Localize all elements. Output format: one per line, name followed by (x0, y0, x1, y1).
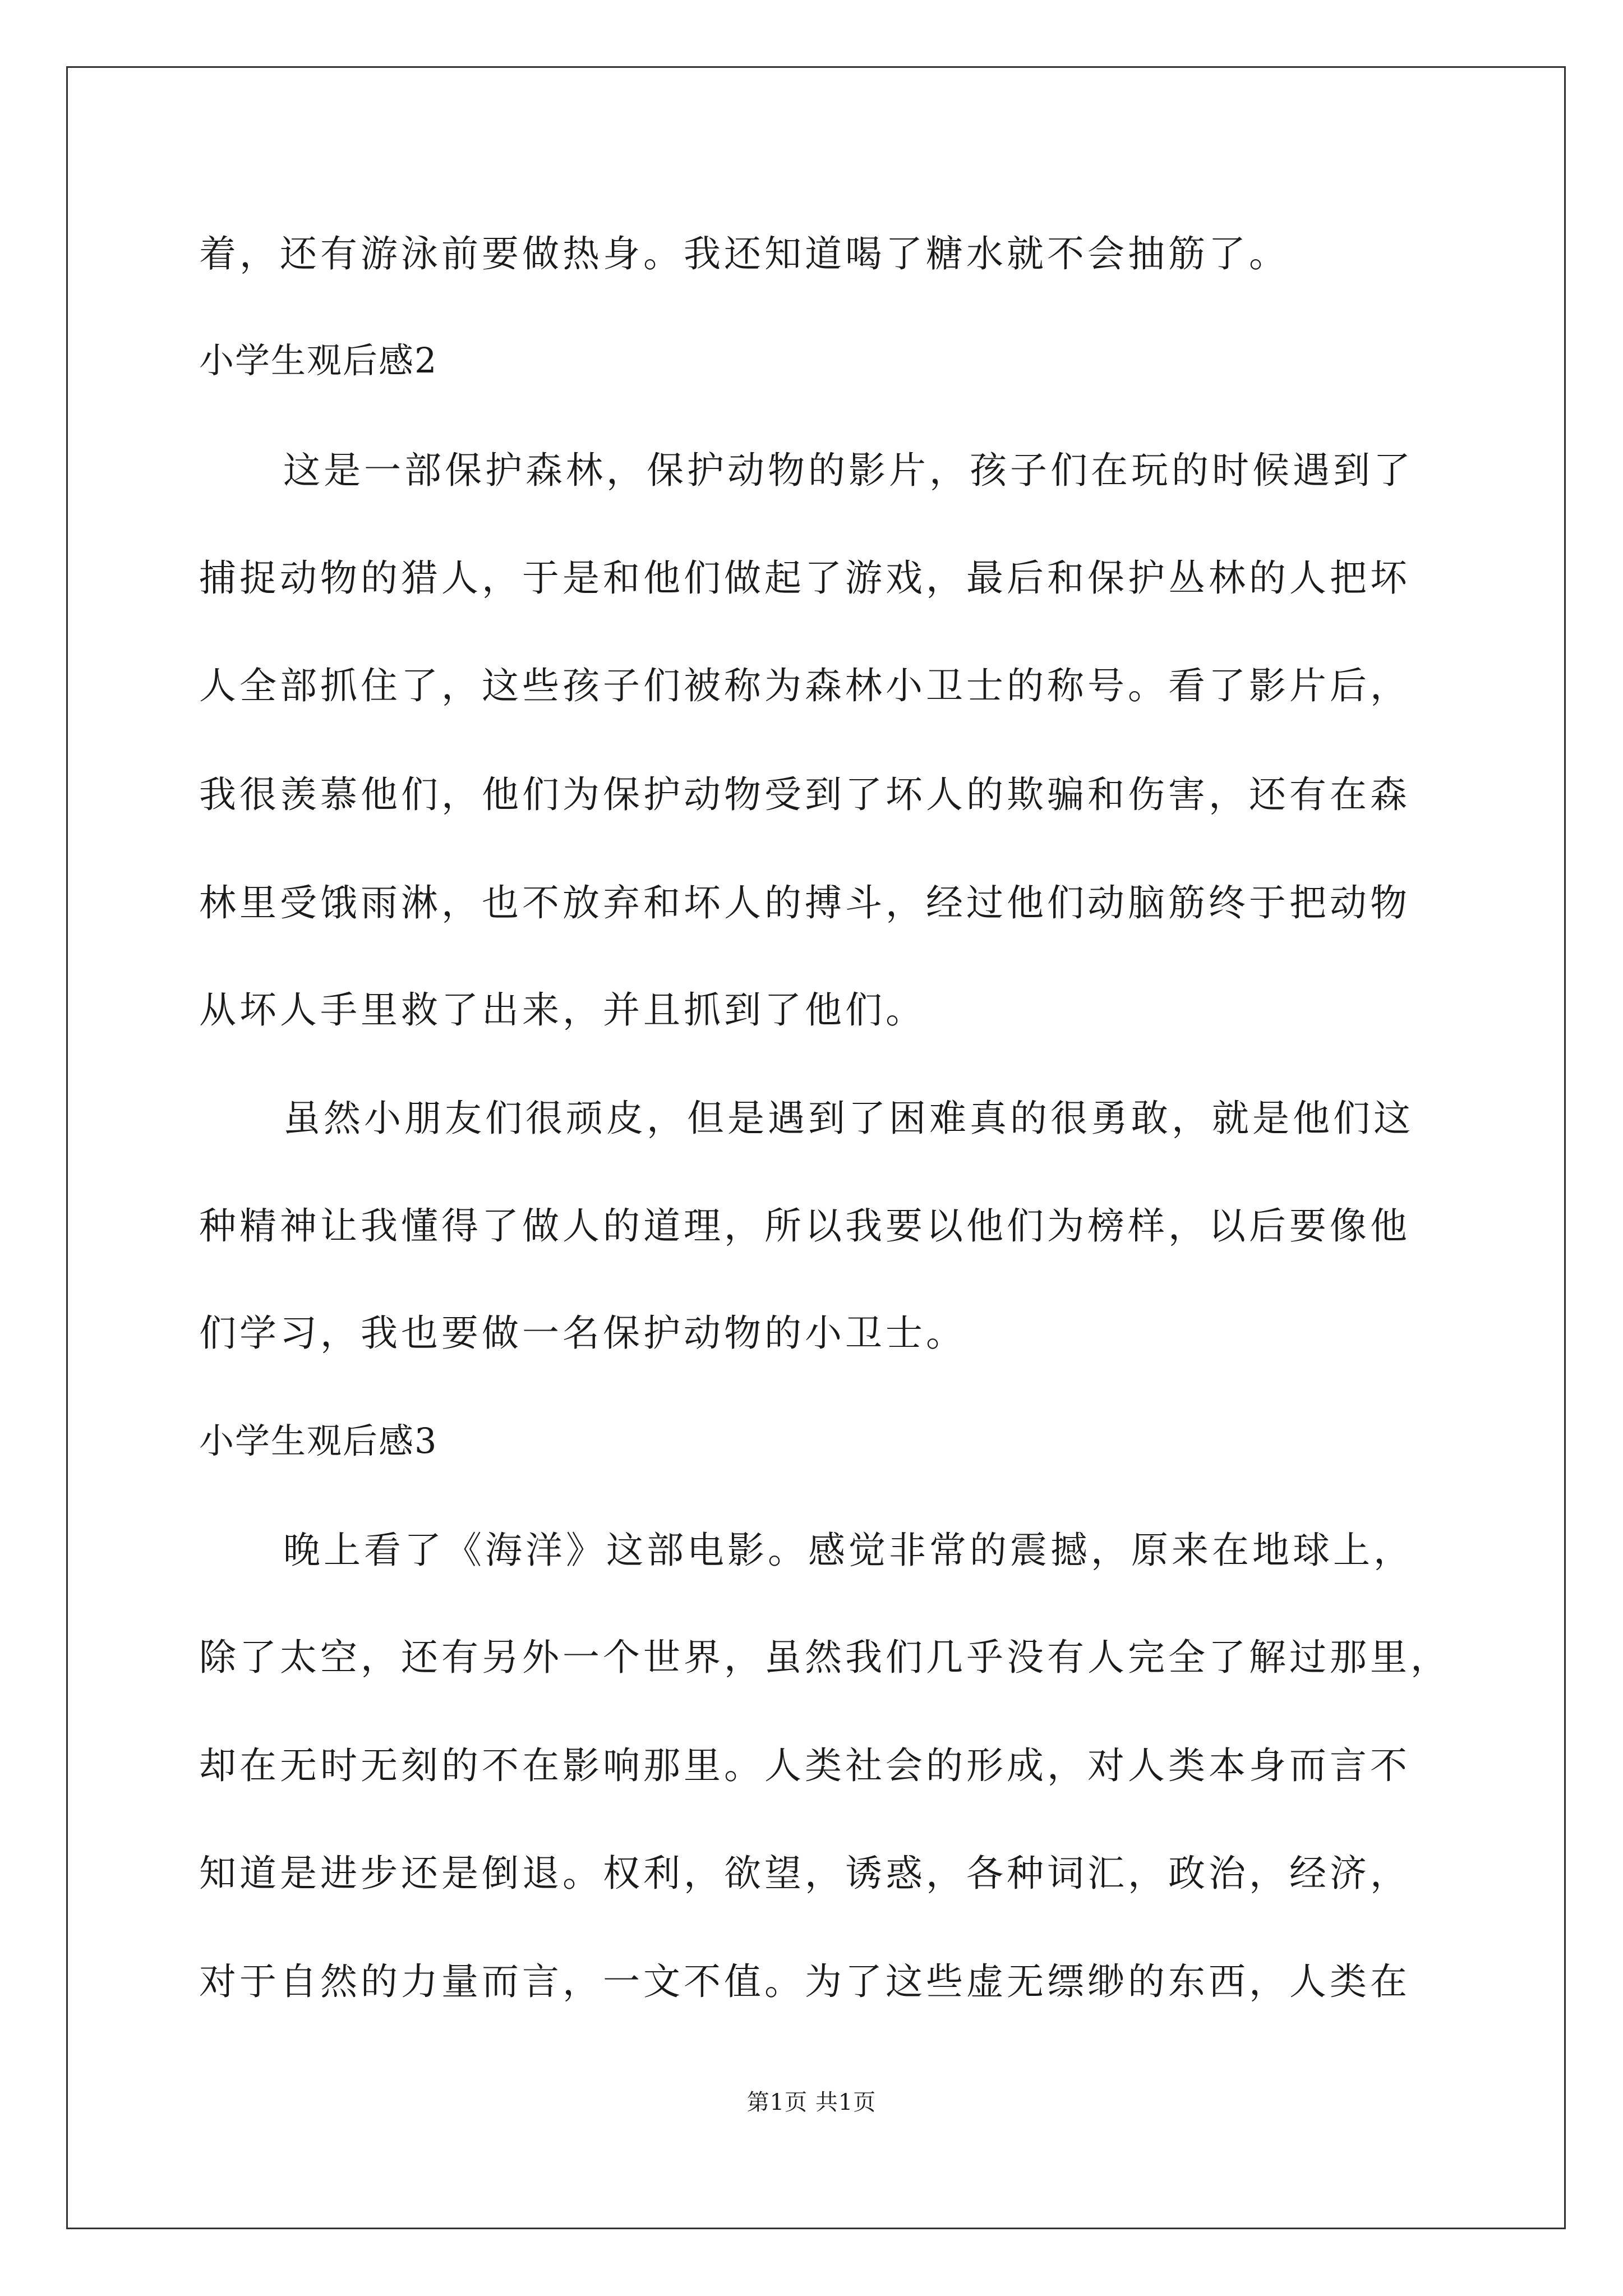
page-border (66, 66, 1566, 2229)
paragraph-line: 晚上看了《海洋》这部电影。感觉非常的震撼，原来在地球上， (283, 1529, 1414, 1572)
paragraph-line: 人全部抓住了，这些孩子们被称为森林小卫士的称号。看了影片后， (199, 664, 1410, 707)
paragraph-line: 着，还有游泳前要做热身。我还知道喝了糖水就不会抽筋了。 (199, 232, 1289, 275)
paragraph-line: 除了太空，还有另外一个世界，虽然我们几乎没有人完全了解过那里， (199, 1636, 1451, 1679)
paragraph-line: 捕捉动物的猎人，于是和他们做起了游戏，最后和保护丛林的人把坏 (199, 556, 1410, 600)
paragraph-line: 却在无时无刻的不在影响那里。人类社会的形成，对人类本身而言不 (199, 1744, 1410, 1787)
page-number: 第1页 共1页 (746, 2090, 877, 2115)
section-heading: 小学生观后感3 (199, 1420, 438, 1461)
paragraph-line: 我很羡慕他们，他们为保护动物受到了坏人的欺骗和伤害，还有在森 (199, 773, 1410, 816)
paragraph-line: 虽然小朋友们很顽皮，但是遇到了困难真的很勇敢，就是他们这 (283, 1097, 1414, 1140)
paragraph-line: 这是一部保护森林，保护动物的影片，孩子们在玩的时候遇到了 (283, 449, 1414, 492)
paragraph-line: 对于自然的力量而言，一文不值。为了这些虚无缥缈的东西，人类在 (199, 1960, 1410, 2003)
paragraph-line: 林里受饿雨淋，也不放弃和坏人的搏斗，经过他们动脑筋终于把动物 (199, 881, 1410, 924)
paragraph-line: 知道是进步还是倒退。权利，欲望，诱惑，各种词汇，政治，经济， (199, 1852, 1410, 1895)
paragraph-line: 从坏人手里救了出来，并且抓到了他们。 (199, 988, 926, 1032)
paragraph-line: 种精神让我懂得了做人的道理，所以我要以他们为榜样，以后要像他 (199, 1204, 1410, 1248)
paragraph-line: 们学习，我也要做一名保护动物的小卫士。 (199, 1312, 966, 1355)
section-heading: 小学生观后感2 (199, 340, 438, 381)
